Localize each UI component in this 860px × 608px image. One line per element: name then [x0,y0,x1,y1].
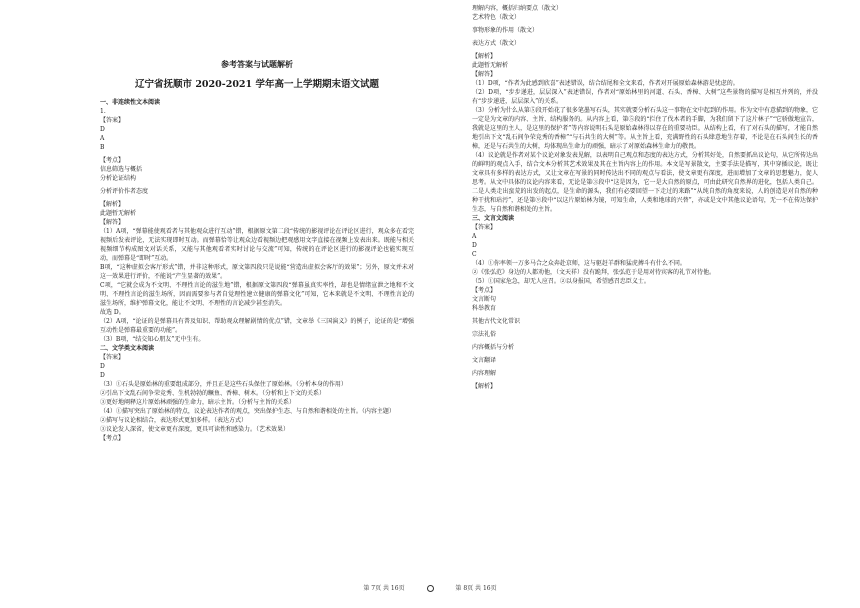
kaodian-item: 理解内容，概括归纳要点（散文） [472,5,563,12]
answer-paragraph: ②《张弘范》身边的人都劝他，（文天祥）没有跪拜，张弘范于是用对待宾客的礼节对待他。 [472,269,716,276]
kaodian-item: 其他古代文化常识 [472,318,521,325]
kaodian-label: 【考点】 [100,435,125,443]
kaodian-item: 分析论证结构 [100,175,137,183]
left-page-number: 第 7页 共 16页 [363,585,405,592]
kaodian-item: 内容理解 [472,370,497,377]
jieda-paragraph: （2）D项，“步步递进，层层深入”表述错误，作者对“原始林里的河道、石头、香樟、大树”这些景物的描写是相互并列的，并没有“步步递进，层层深入”的关系。 [472,89,818,105]
jieda-paragraph: B项，“这种虚拟会客厅形式”错，并非这种形式，原文第四段只是说能“营造出虚拟会客厅的效果”；另外，原文并未对这一效果进行评价，不能说“产生显著的效果”。 [100,264,414,281]
kaodian-item: 文言翻译 [472,357,497,364]
answer-label: 【答案】 [100,117,125,125]
answer-item: C [472,251,477,258]
answer-item: A [472,233,477,240]
jiexi-label: 【解析】 [472,53,497,60]
jieda-label: 【解答】 [100,219,125,227]
jieda-label: 【解答】 [472,71,497,78]
answer-paragraph: （5）①国家危急，却无人应召。②以身报国，希望感召忠臣义士。 [472,278,650,285]
answer-item: A [100,135,105,143]
kaodian-item: 科举教育 [472,305,497,312]
answer-paragraph: （3）①石头是原始林的重要组成部分，并且正是这些石头保住了原始林。（分析本身的作用） [100,381,347,389]
question-number: 1. [100,108,106,116]
answer-paragraph: ③更好地阐释这片原始林顽强的生命力，暗示主旨。（分析与主旨的关系） [100,399,296,407]
kaodian-item: 分析评价作者态度 [100,188,149,196]
answer-paragraph: （4）①你率领一万多马合之众奔赴京师，这与驱赶羊群和猛虎搏斗有什么不同。 [472,260,686,267]
answer-paragraph: ③议论发人深省，使文章更有深度，更具可读性和感染力。（艺术效果） [100,426,290,434]
answer-label: 【答案】 [472,224,497,231]
page-footer [0,583,860,592]
section-heading-3: 三、文言文阅读 [472,215,515,222]
kaodian-item: 信息筛选与概括 [100,166,143,174]
answer-item: B [100,144,105,152]
left-page-content [100,58,414,443]
jieda-paragraph: （1）A项，“弹幕能使观看者与其他观众进行互动”错，根据原文第二段“传统的影视评论在评论区进行，观众多在看完视频后发表评论，无法实现即时互动。而弹幕恰等让观众边看视频边把观感用文字直接在视频上发表出来。既能与相关视频细节构成图文对话关系，又能与其他观看者实时讨论与交流”可知，传统的在评论区进行的影视评论也能实现互动，而弹幕是“即时”互动。 [100,228,414,263]
kaodian-item: 内容概括与分析 [472,344,515,351]
jiexi-text: 此题暂无解析 [100,210,137,218]
doc-title: 参考答案与试题解析 [221,59,293,69]
right-page-number: 第 8页 共 16页 [455,585,497,592]
answer-item: D [100,126,105,134]
binding-ring-icon [427,585,434,592]
answer-label: 【答案】 [100,354,125,362]
jieda-paragraph: （2）A项，“论证的是弹幕具有普及知识、帮助观众理解剧情的优点”错，文章举《三国演义》的例子，论证的是“增强互动性是弹幕最重要的功能”。 [100,318,414,335]
doc-subtitle: 辽宁省抚顺市 2020-2021 学年高一上学期期末语文试题 [135,79,379,90]
kaodian-item: 文言断句 [472,296,497,303]
kaodian-item: 事物形象的作用（散文） [472,27,539,34]
jiexi-label: 【解析】 [100,201,125,209]
answer-paragraph: ②引出下文乱石间争荣竞秀、生机勃勃的鳜鱼、香樟、树木。（分析和上下文的关系） [100,390,326,398]
jieda-paragraph: 故选 D。 [100,309,125,317]
jieda-paragraph: C项，“它就会成为不文明、不理性言论的滋生地”错，根据原文第四段“弹幕虽真实率性，却也是情绪宣泄之地和不文明、不理性言论的滋生场所，因而需要参与者自觉理性建立健康的弹幕文化”可知，它本来就是不文明、不理性言论的滋生场所，维护弹幕文化，能让不文明、不理性的言论减少甚至消失。 [100,282,414,308]
jiexi-label: 【解析】 [472,383,497,390]
kaodian-item: 宗法礼俗 [472,331,497,338]
section-heading-2: 二、文学类文本阅读 [100,345,155,353]
jieda-paragraph: （1）D项，“作者为此感到欣喜”表述错误，结合结尾和全文来看，作者对开展原始森林游是忧虑的。 [472,80,739,87]
right-page [430,0,860,608]
jieda-paragraph: （3）分析为什么从第⑤段开始花了很多笔墨写石头，其实就要分析石头这一事物在文中起到的作用。作为文中有意描到的物象，它一定是为文章的内容、主旨、结构服务的。从内容上看，第⑤段的“拦住了伐木者的手脚，为我们留下了这片林子”“它骄傲地宣告，我就是这里的主人，是这里的保护者”等内容说明石头是原始森林得以存在的重要功臣。从结构上看，有了对石头的描写，才能自然地引出下文“乱石间争荣竞秀的香樟”“与石共生的大树”等。从主旨上看，充满野性的石头肆意地生存着，不论是在石头间生长的香樟，还是与石共生的大树，均体现出生命力的顽强，暗示了对原始森林生命力的敬畏。 [472,107,818,150]
kaodian-item: 艺术特色（散文） [472,14,521,21]
kaodian-label: 【考点】 [100,157,125,165]
jieda-paragraph: （3）B项，“结交知心朋友”无中生有。 [100,336,205,344]
answer-paragraph: （4）①描写突出了原始林的特点，议论表达作者的观点，突出保护生态、与自然和谐相处的主旨。（内容主题） [100,408,395,416]
kaodian-item: 表达方式（散文） [472,40,521,47]
section-heading-1: 一、非连续性文本阅读 [100,99,161,107]
jiexi-text: 此题暂无解析 [472,62,509,69]
answer-item: D [472,242,477,249]
kaodian-label: 【考点】 [472,287,497,294]
answer-item: D [100,363,105,371]
answer-paragraph: ②描写与议论相结合，表达形式更加多样。（表达方式） [100,417,248,425]
answer-item: D [100,372,105,380]
right-page-content [472,4,818,391]
jieda-paragraph: （4）议论就是作者对某个议论对象发表见解，以表明自己观点和态度的表达方式，分析其好处，自然要抓出议论句，从它所传达出的鲜明的观点入手，结合文本分析其艺术效果及其在主旨内容上的作用。本文是写景散文，主要手法是描写，其中穿插议论，既让文章具有多样的表达方式，又让文章在写景的同时传达出不同的观点与看法，使文章更有深度，进而增加了文章的思想魅力，促人思考。从文中具体的议论内容来看，无论是第③段中“这是因为，它一是大自然的原点，可由此研究自然界的进化，包括人类自己。二是人类走出蛮荒的出发的起点，是生命的源头，我们有必要回望一下走过的来路”“从纯自然的角度来说，人的创造是对自然的种种干扰和玷污”，还是第⑨段中“以这片原始林为镜，可知生命，人类和地球的兴替”，亦或是文中其他议论语句，无一不在传达保护生态，与自然和谐相处的主旨。 [472,152,818,213]
